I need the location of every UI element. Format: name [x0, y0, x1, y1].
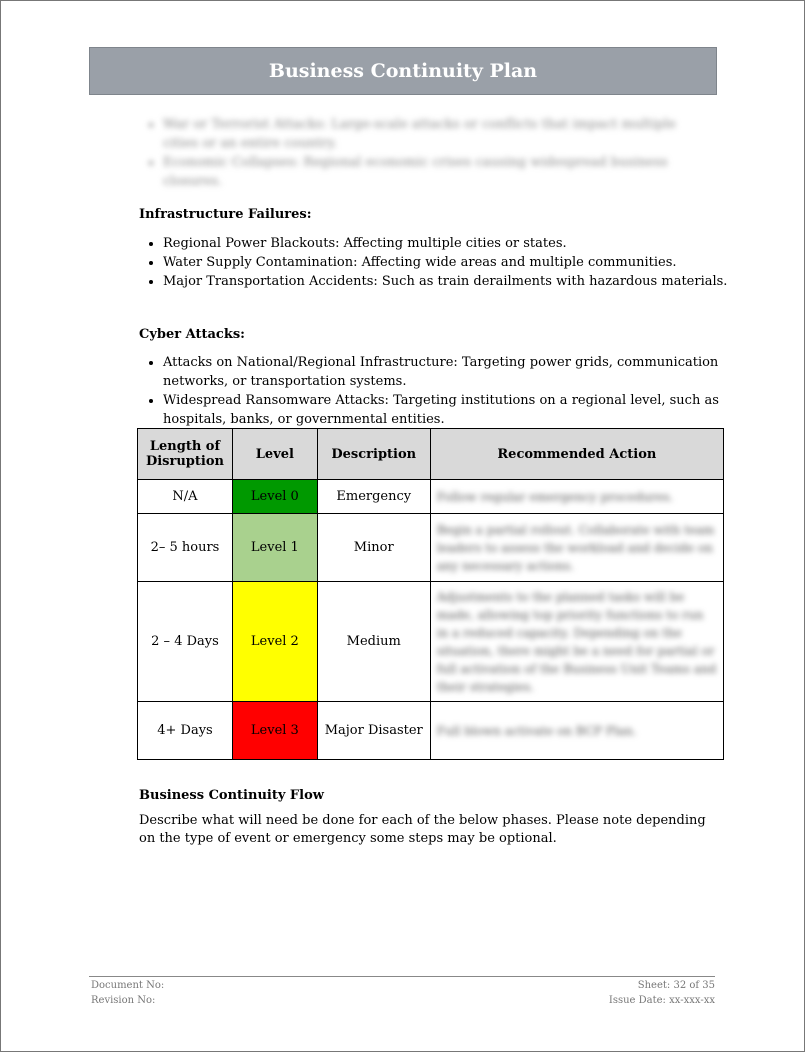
cell-length: 4+ Days: [138, 702, 233, 760]
cyber-heading: Cyber Attacks:: [139, 327, 245, 342]
footer-document-no: Document No:: [91, 980, 165, 991]
blurred-intro: [139, 115, 709, 191]
footer-sheet: Sheet: 32 of 35: [637, 980, 715, 991]
blurred-item: • War or Terrorist Attacks: Large-scale attacks or conflicts that impact multiple cities or an entire country.: [163, 115, 709, 153]
flow-text: Describe what will need be done for each of the below phases. Please note depending on the type of event or emergency some steps may be optional.: [139, 813, 706, 846]
cyber-list: [139, 353, 743, 429]
table-row: [138, 480, 724, 514]
list-item: • Widespread Ransomware Attacks: Targeting institutions on a regional level, such as hospitals, banks, or governmental entities.: [163, 391, 743, 429]
list-item: • Major Transportation Accidents: Such as train derailments with hazardous materials.: [163, 272, 743, 291]
header-length: Length of Disruption: [138, 429, 233, 480]
header-level: Level: [232, 429, 317, 480]
cell-level: Level 1: [232, 514, 317, 582]
cell-description: Medium: [317, 582, 430, 702]
cell-description: Emergency: [317, 480, 430, 514]
table-header-row: [138, 429, 724, 480]
list-item: • Regional Power Blackouts: Affecting multiple cities or states.: [163, 234, 743, 253]
footer-issue-date: Issue Date: xx-xxx-xx: [608, 995, 715, 1006]
blurred-item: • Economic Collapses: Regional economic crises causing widespread business closures.: [163, 153, 709, 191]
table-row: [138, 702, 724, 760]
page-title: Business Continuity Plan: [268, 60, 538, 82]
table-row: [138, 514, 724, 582]
cell-description: Minor: [317, 514, 430, 582]
cell-action: Adjustments to the planned tasks will be made, allowing top priority functions to run in a reduced capacity. Depending on the situation, there might be a need for partial or full activation of the Business Unit Teams and their strategies.: [430, 582, 723, 702]
cell-length: 2– 5 hours: [138, 514, 233, 582]
cell-action: Begin a partial rollout. Collaborate with team leaders to assess the workload and decide on any necessary actions.: [430, 514, 723, 582]
header-description: Description: [317, 429, 430, 480]
cell-action: Full blown activate on BCP Plan.: [430, 702, 723, 760]
infrastructure-heading: Infrastructure Failures:: [139, 207, 312, 222]
flow-heading: Business Continuity Flow: [139, 788, 324, 803]
list-item: • Water Supply Contamination: Affecting wide areas and multiple communities.: [163, 253, 743, 272]
disruption-table: [137, 428, 724, 760]
list-item: • Attacks on National/Regional Infrastructure: Targeting power grids, communication networks, or transportation systems.: [163, 353, 743, 391]
title-bar: [89, 47, 717, 95]
header-action: Recommended Action: [430, 429, 723, 480]
cell-description: Major Disaster: [317, 702, 430, 760]
footer-revision-no: Revision No:: [91, 995, 156, 1006]
footer-divider: [89, 976, 715, 977]
infrastructure-list: [139, 234, 743, 291]
cell-level: Level 2: [232, 582, 317, 702]
cell-length: 2 – 4 Days: [138, 582, 233, 702]
cell-length: N/A: [138, 480, 233, 514]
cell-level: Level 0: [232, 480, 317, 514]
cell-action: Follow regular emergency procedures.: [430, 480, 723, 514]
cell-level: Level 3: [232, 702, 317, 760]
table-row: [138, 582, 724, 702]
